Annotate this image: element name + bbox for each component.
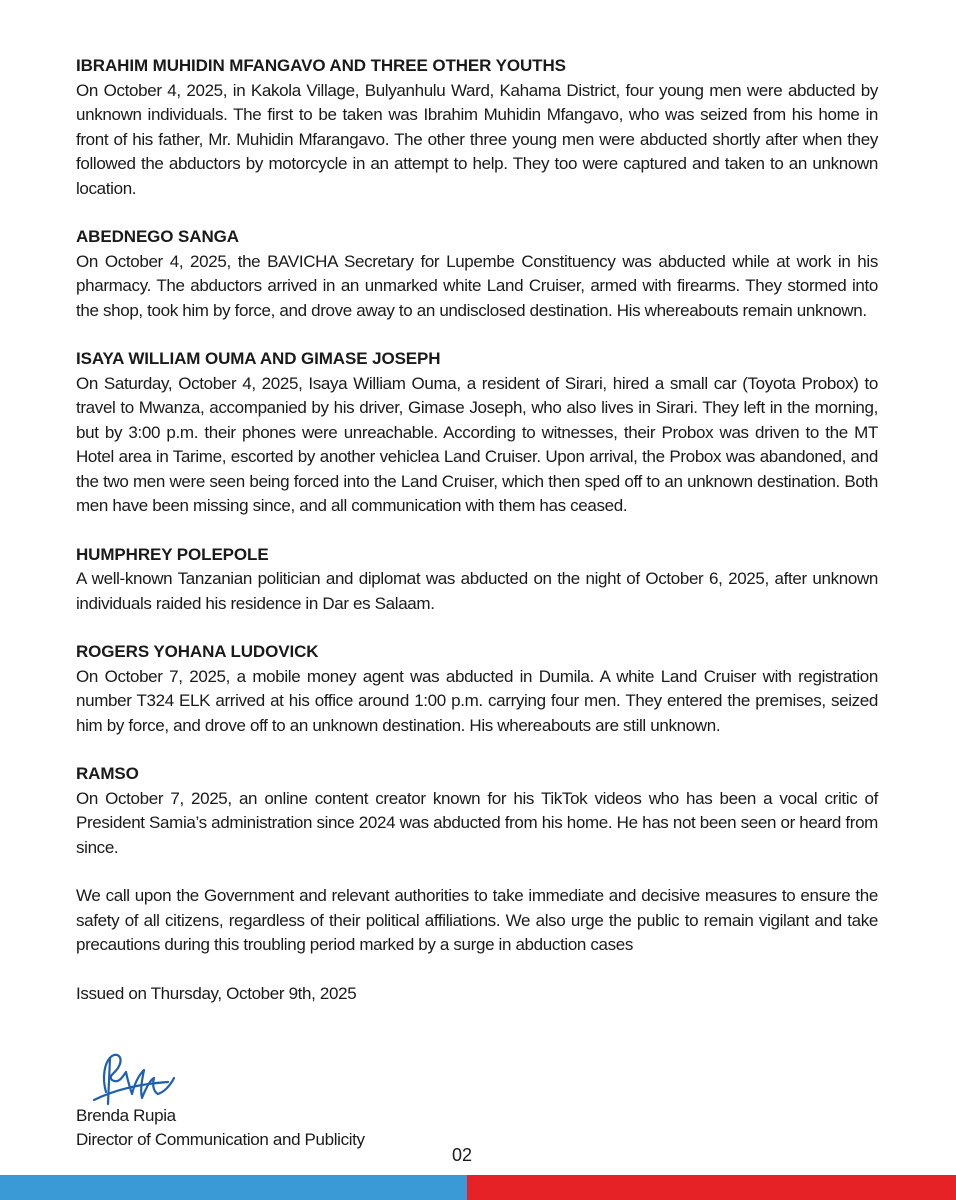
section-text: On Saturday, October 4, 2025, Isaya William Ouma, a resident of Sirari, hired a small car (Toyota Probox) to travel to Mwanza, accompanied by his driver, Gimase Joseph, who also lives in Sirari. They left in the morning, but by 3:00 p.m. their phones were unreachable. According to witnesses, their Probox was driven to the MT Hotel area in Tarime, escorted by another vehiclea Land Cruiser. Upon arrival, the Probox was abandoned, and the two men were seen being forced into the Land Cruiser, which then sped off to an unknown destination. Both men have been missing since, and all communication with them has ceased. — [76, 373, 878, 515]
section-humphrey-polepole — [76, 543, 878, 617]
signer-name: Brenda Rupia — [76, 1106, 176, 1125]
footer-color-band — [0, 1175, 956, 1200]
footer-band-blue — [0, 1175, 467, 1200]
statement-body — [76, 54, 878, 1006]
signature-stroke — [158, 1078, 174, 1094]
section-text: On October 7, 2025, an online content creator known for his TikTok videos who has been a vocal critic of President Samia’s administration since 2024 was abducted from his home. He has not been seen or heard from since. — [76, 788, 878, 857]
footer-band-red — [467, 1175, 956, 1200]
closing-statement-block — [76, 884, 878, 958]
section-ramso — [76, 762, 878, 860]
section-text: A well-known Tanzanian politician and diplomat was abducted on the night of October 6, 2025, after unknown individuals raided his residence in Dar es Salaam. — [76, 569, 878, 613]
section-rogers-ludovick — [76, 640, 878, 738]
section-heading: RAMSO — [76, 764, 139, 783]
section-text: On October 4, 2025, in Kakola Village, Bulyanhulu Ward, Kahama District, four young men were abducted by unknown individuals. The first to be taken was Ibrahim Muhidin Mfangavo, who was seized from his home in front of his father, Mr. Muhidin Mfarangavo. The other three young men were abducted shortly after when they followed the abductors by motorcycle in an attempt to help. They too were captured and taken to an unknown location. — [76, 80, 878, 198]
closing-statement: We call upon the Government and relevant authorities to take immediate and decisive measures to ensure the safety of all citizens, regardless of their political affiliations. We also urge the public to remain vigilant and take precautions during this troubling period marked by a surge in abduction cases — [76, 886, 878, 954]
section-text: On October 4, 2025, the BAVICHA Secretary for Lupembe Constituency was abducted while at work in his pharmacy. The abductors arrived in an unmarked white Land Cruiser, armed with firearms. They stormed into the shop, took him by force, and drove away to an undisclosed destination. His whereabouts remain unknown. — [76, 251, 878, 320]
section-ibrahim-mfangavo — [76, 54, 878, 201]
page-number: 02 — [452, 1145, 473, 1165]
section-abednego-sanga — [76, 225, 878, 323]
signature-stroke — [104, 1055, 126, 1092]
section-heading: ROGERS YOHANA LUDOVICK — [76, 642, 319, 661]
signature-stroke — [108, 1058, 110, 1104]
signer-block — [76, 1104, 365, 1152]
section-heading: HUMPHREY POLEPOLE — [76, 544, 269, 564]
issued-date: Issued on Thursday, October 9th, 2025 — [76, 983, 357, 1003]
signer-title: Director of Communication and Publicity — [76, 1130, 365, 1149]
section-isaya-ouma-gimase-joseph — [76, 347, 878, 519]
section-heading: ABEDNEGO SANGA — [76, 227, 239, 246]
section-heading: IBRAHIM MUHIDIN MFANGAVO AND THREE OTHER YOUTHS — [76, 56, 566, 75]
section-text: On October 7, 2025, a mobile money agent was abducted in Dumila. A white Land Cruiser with registration number T324 ELK arrived at his office around 1:00 p.m. carrying four men. They entered the premises, seized him by force, and drove off to an unknown destination. His whereabouts are still unknown. — [76, 666, 878, 735]
signature-graphic — [88, 1048, 188, 1110]
section-heading: ISAYA WILLIAM OUMA AND GIMASE JOSEPH — [76, 349, 441, 368]
